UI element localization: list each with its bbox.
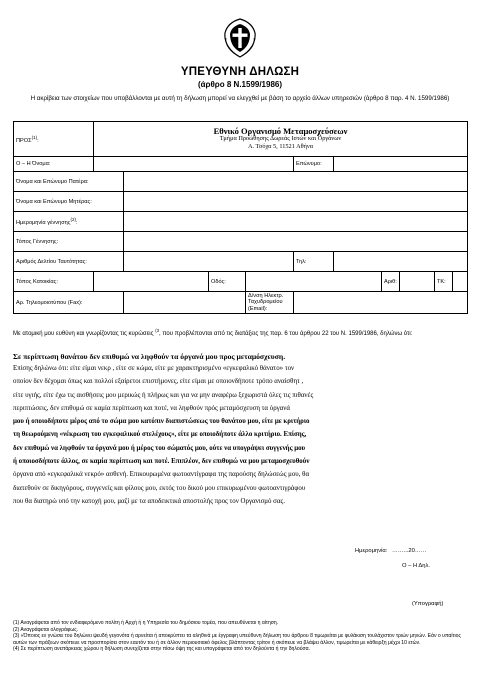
father-label: Όνομα και Επώνυμο Πατέρα: [14, 172, 124, 192]
id-row [14, 252, 468, 272]
declaration-line: δεν επιθυμώ να ληφθούν τα όργανά μου ή μέρος του σώματός μου, ούτε να υπογράψει συγγενής μου [13, 444, 306, 452]
id-field[interactable] [124, 252, 294, 272]
birthplace-field[interactable] [124, 232, 468, 252]
footnote: (3) «Όποιος εν γνώσει του δηλώνει ψευδή γεγονότα ή αρνείται ή αποκρύπτει τα αληθινά με έγγραφη υπεύθυνη δήλωση του άρθρου 8 τιμωρείται με φυλάκιση τουλάχιστον τριών μηνών. Εάν ο υπαίτιος αυτών των πράξεων σκόπευε να προσπορίσει στον εαυτόν του ή σε άλλον περιουσιακό όφελος βλάπτοντας τρίτον ή σκόπευε να βλάψει άλλον, τιμωρείται με κάθειρξη μέχρι 10 ετών. [13, 633, 461, 646]
recipient-label-text: ΠΡΟΣ [16, 137, 32, 144]
phone-label: Τηλ: [294, 252, 334, 272]
fax-label: Αρ. Τηλεομοιοτύπου (Fax): [14, 292, 124, 314]
greek-emblem-icon [222, 18, 258, 58]
declaration-line: τη θεωρούμενη «νέκρωση του εγκεφαλικού στελέχους», είτε με οποιοδήποτε άλλο κριτήριο. Επίσης, [13, 431, 307, 439]
phone-field[interactable] [334, 252, 468, 272]
declaration-line: που θα διατηρώ υπό την κατοχή μου, μαζί με τα αποδεικτικά αποστολής προς τον Οργανισμό σας. [13, 497, 285, 505]
birthdate-label-colon: : [75, 219, 78, 226]
mother-row [14, 192, 468, 212]
fax-field[interactable] [124, 292, 246, 314]
intro-notice: Η ακρίβεια των στοιχείων που υποβάλλονται με αυτή τη δήλωση μπορεί να ελεγχθεί με βάση το αρχείο άλλων υπηρεσιών (άρθρο 8 παρ. 4 Ν. 1599/1986) [30, 95, 450, 102]
recipient-address: Α. Τσόχα 5, 11521 Αθήνα [247, 143, 314, 150]
recipient-department: Τμήμα Προώθησης Δωρεάς Ιστών και Οργάνων [219, 135, 342, 142]
footnotes [13, 620, 468, 653]
declaration-body [13, 351, 467, 508]
declaration-line: μου ή οποιοδήποτε μέρος από το σώμα μου κατόπιν διαπιστώσεως του θανάτου μου, είτε με κριτήριο [13, 418, 310, 426]
declaration-footnote-mark: (3 [155, 328, 160, 333]
birthdate-footnote-mark: (2) [70, 217, 76, 223]
father-row [14, 172, 468, 192]
recipient-label [14, 122, 94, 157]
signature-label: (Υπογραφή) [412, 601, 444, 607]
surname-field[interactable] [334, 157, 468, 172]
declaration-line: ή οποιοσδήποτε άλλος, σε καμία περίπτωση και ποτέ. Επιπλέον, δεν επιθυμώ να μου μεταμοσχευθούν [13, 458, 310, 466]
declaration-line: όργανα από «εγκεφαλικά νεκρό» ασθενή. Επικουρωμένα φωτοαντίγραφα της παρούσης δηλώσεώς μου, θα [13, 471, 310, 479]
residence-field[interactable] [94, 272, 209, 292]
recipient-label-colon: : [37, 137, 39, 144]
mother-label: Όνομα και Επώνυμο Μητέρας: [14, 192, 124, 212]
date-field[interactable]: ……...20…… [392, 548, 427, 554]
number-field[interactable] [400, 272, 435, 292]
surname-label: Επώνυμο: [294, 157, 334, 172]
mother-field[interactable] [124, 192, 468, 212]
name-label: Ο – Η Όνομα: [14, 157, 94, 172]
declaration-line: Επίσης δηλώνω ότι: είτε είμαι νεκρ , είτε σε κώμα, είτε με χαρακτηρισμένο «εγκεφαλικό θάνατο» τον [13, 365, 295, 372]
street-label: Οδός: [209, 272, 246, 292]
residence-row [14, 272, 468, 292]
declaration-intro-text-end: , που προβλέπονται από τις διατάξεις της παρ. 6 του άρθρου 22 του Ν. 1599/1986, δηλώνω ότι: [159, 331, 413, 337]
declaration-line: είτε υγιής, είτε έχω τις αισθήσεις μου μερικώς ή πλήρως και για να μην αναφέρω ξεχωριστά όλες τις πιθανές [13, 391, 314, 399]
footnote: (4) Σε περίπτωση ανεπάρκειας χώρου η δήλωση συνεχίζεται στην πίσω όψη της και υπογράφεται από τον δηλούντα ή την δηλούσα. [13, 646, 310, 652]
document-title: ΥΠΕΥΘΥΝΗ ΔΗΛΩΣΗ [180, 66, 300, 78]
name-row [14, 157, 468, 172]
birthdate-row [14, 212, 468, 232]
declaration-intro [13, 326, 467, 339]
declaration-line: οποίον δεν δέχομαι όπως και πολλοί εξαίρετοι επιστήμονες, είτε είμαι με οποιονδήποτε τρόπο αναίσθητ , [13, 378, 304, 386]
footnote: (2) Αναγράφεται ολογράφως. [13, 626, 79, 633]
postcode-field[interactable] [453, 272, 468, 292]
declaration-line: Σε περίπτωση θανάτου δεν επιθυμώ να ληφθούν τα όργανά μου προς μεταμόσχευση. [13, 352, 286, 361]
recipient-name: Εθνικό Οργανισμό Μεταμοσχεύσεων [213, 126, 348, 136]
email-field[interactable] [294, 292, 468, 314]
number-label: Αριθ: [382, 272, 400, 292]
street-field[interactable] [246, 272, 382, 292]
personal-details-table [13, 121, 468, 314]
email-label: Δ/νση Ηλεκτρ. Ταχυδρομείου (Εmail): [246, 292, 294, 314]
declaration-line: διατεθούν σε δικηγόρους, συγγενείς και φίλους μου, εκτός του δικού μου επικυρωμένου φωτοαντιγράφου [13, 484, 306, 492]
birthdate-label [14, 212, 124, 232]
footnote: (1) Αναγράφεται από τον ενδιαφερόμενο πολίτη ή Αρχή ή η Υπηρεσία του δημόσιου τομέα, που απευθύνεται η αίτηση. [13, 620, 279, 626]
declaration-intro-text: Με ατομική μου ευθύνη και γνωρίζοντας τις κυρώσεις [13, 331, 156, 337]
date-label: Ημερομηνία: [355, 548, 388, 554]
birthplace-label: Τόπος Γέννησης: [14, 232, 124, 252]
postcode-label: ΤΚ: [435, 272, 453, 292]
name-field[interactable] [94, 157, 294, 172]
recipient-field[interactable] [94, 122, 468, 157]
recipient-row [14, 122, 468, 157]
recipient-footnote-mark: (1) [31, 134, 38, 140]
birthplace-row [14, 232, 468, 252]
declaration-line: περιπτώσεις, δεν επιθυμώ σε καμία περίπτωση και ποτέ, να ληφθούν πρός μεταμόσχευση τα όργανά [13, 404, 291, 412]
birthdate-label-text: Ημερομηνία γέννησης [16, 219, 71, 226]
residence-label: Τόπος Κατοικίας: [14, 272, 94, 292]
id-label: Αριθμός Δελτίου Ταυτότητας: [14, 252, 124, 272]
document-subtitle: (άρθρο 8 Ν.1599/1986) [197, 80, 283, 89]
declarant-label: Ο – Η Δηλ. [402, 563, 431, 569]
contact-row [14, 292, 468, 314]
birthdate-field[interactable] [124, 212, 468, 232]
father-field[interactable] [124, 172, 468, 192]
